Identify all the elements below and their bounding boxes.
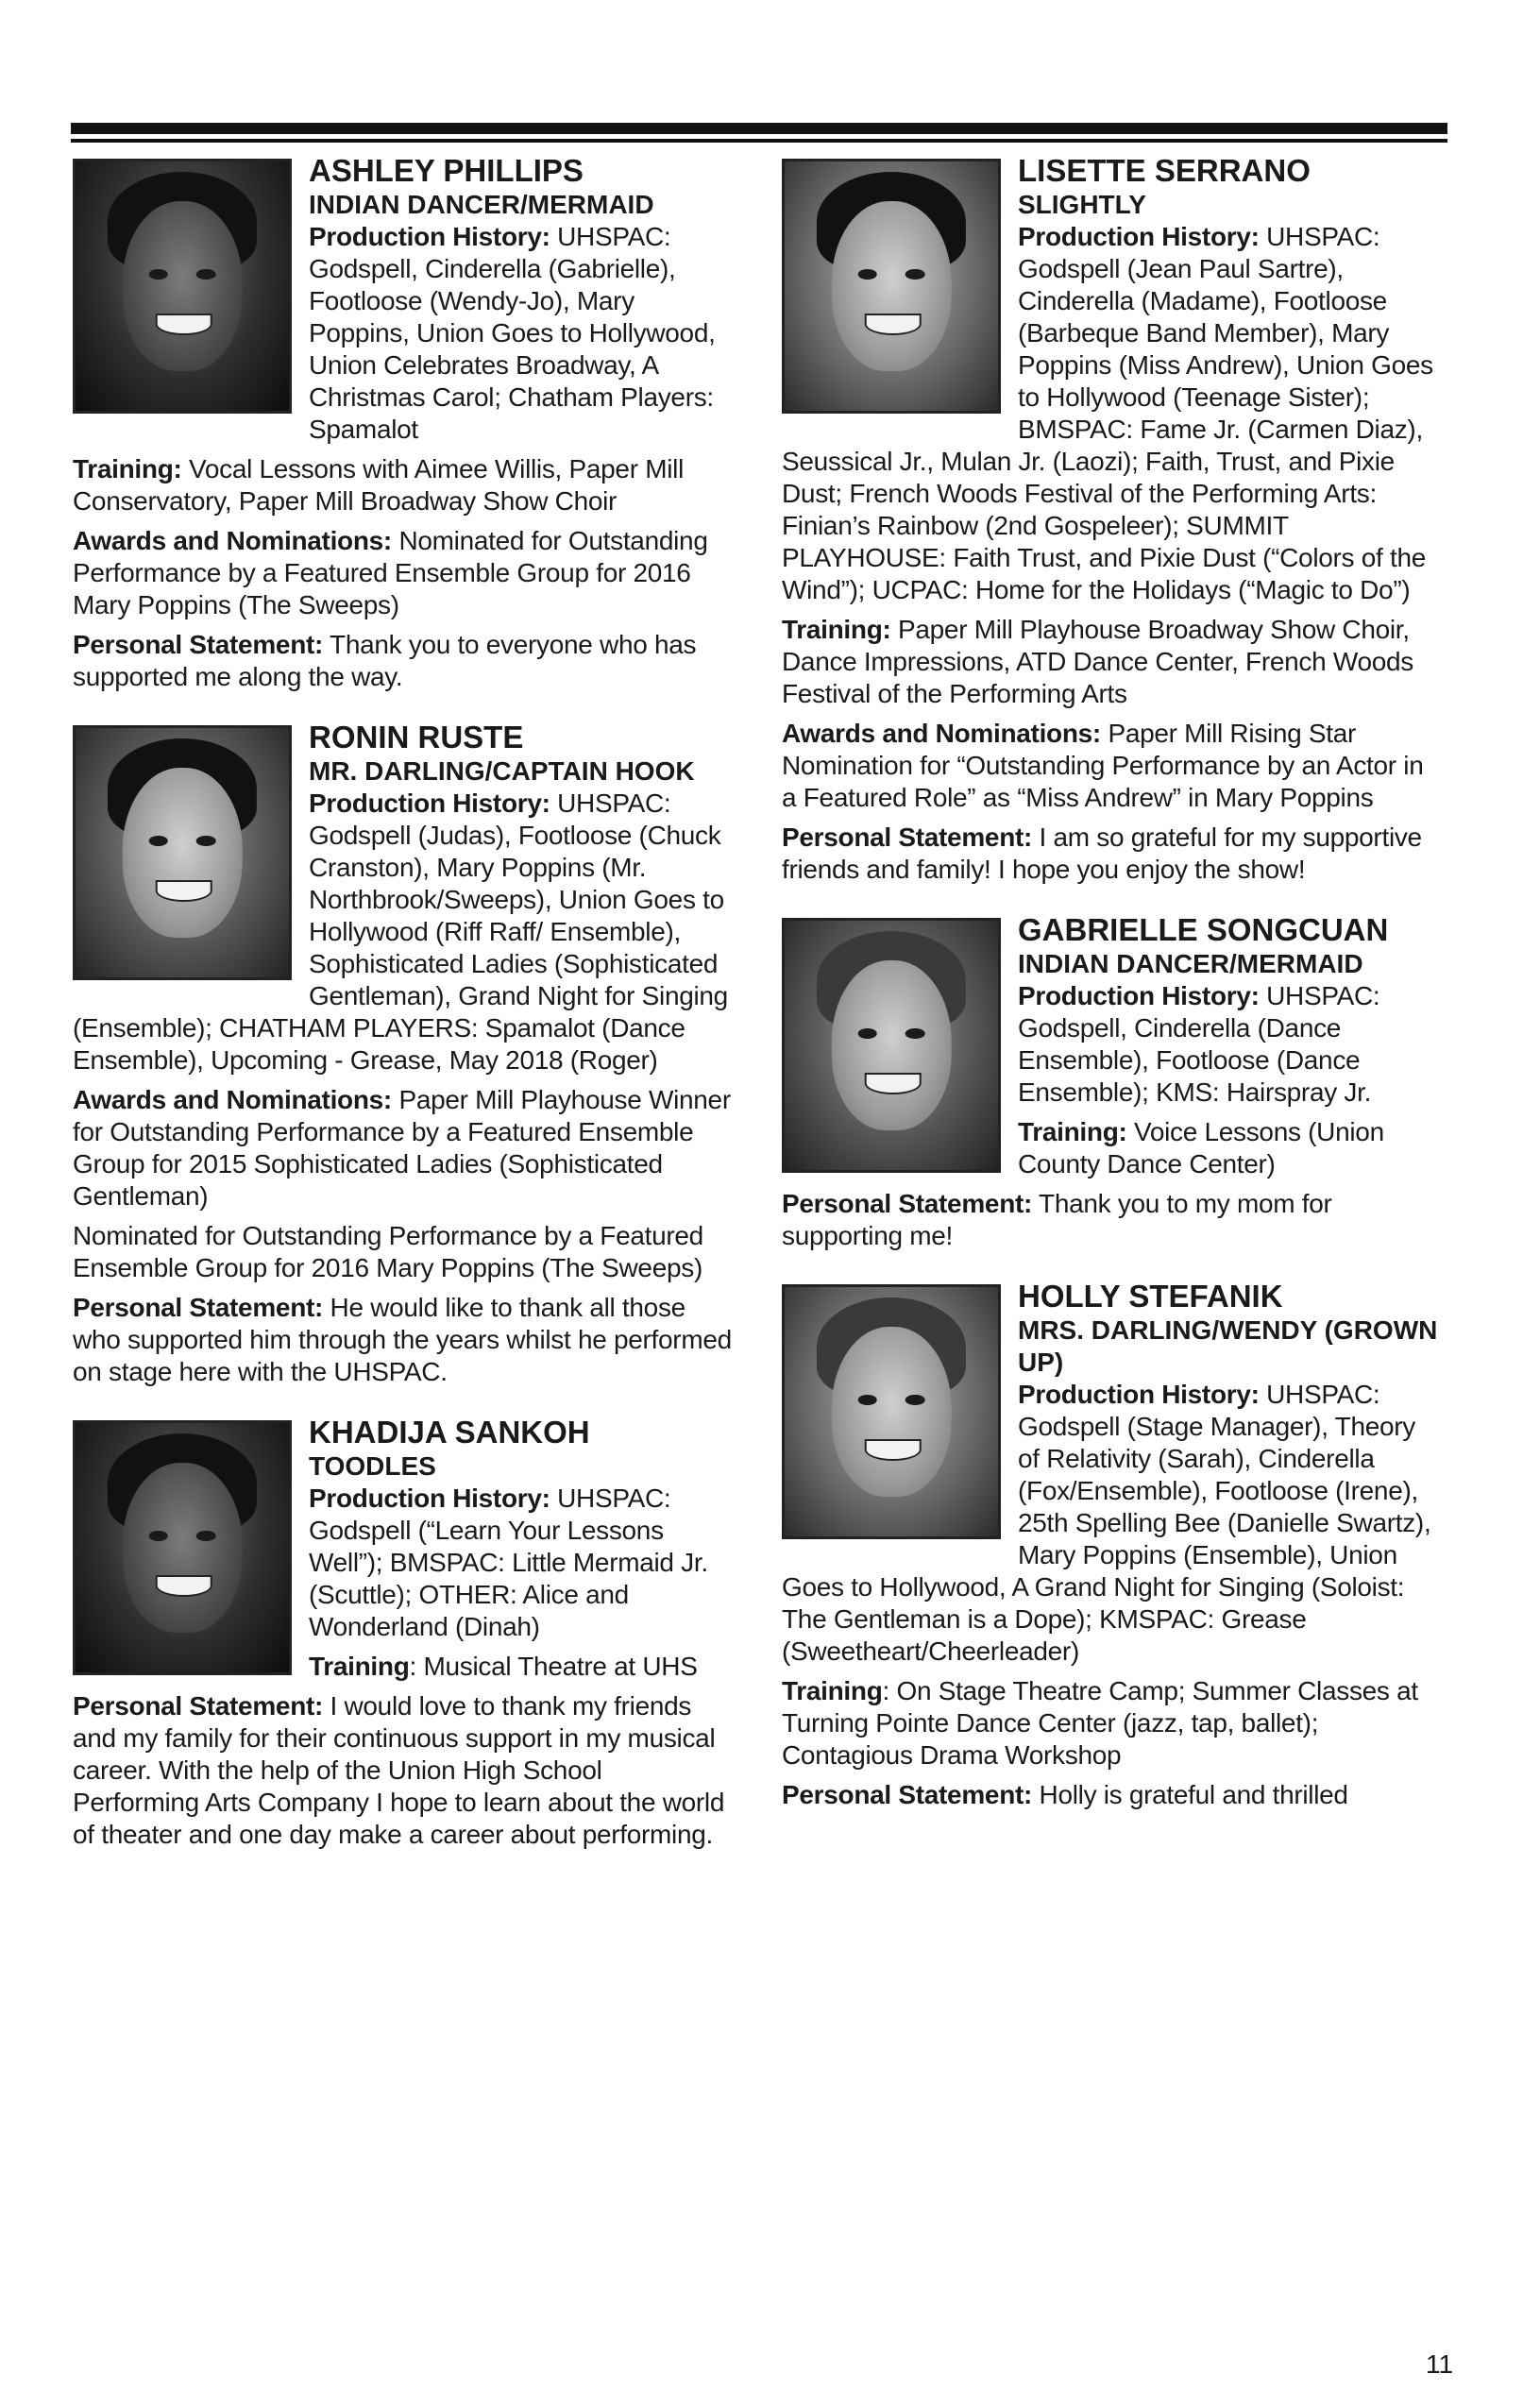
eye-shape xyxy=(196,269,215,280)
face-shape xyxy=(123,1463,243,1633)
personal-statement-label: Personal Statement: xyxy=(782,822,1033,852)
smile-shape xyxy=(865,314,922,336)
bio-entry xyxy=(782,912,1443,1252)
personal-statement xyxy=(73,1690,734,1851)
bio-entry xyxy=(73,1415,734,1851)
eye-shape xyxy=(905,1395,924,1405)
face-shape xyxy=(832,201,952,371)
personal-statement-text: I would love to thank my friends and my family for their continuous support in my musical career. With the help of the Union High School Performing Arts Company I hope to learn about the world of theater and one day make a career about performing. xyxy=(73,1691,725,1849)
awards-text: Paper Mill Playhouse Winner for Outstanding Performance by a Featured Ensemble Group for 2015 Sophisticated Ladies (Sophisticated Gentleman) xyxy=(73,1085,731,1211)
headshot-photo xyxy=(73,725,292,980)
training-label: Training xyxy=(309,1652,410,1681)
headshot-photo xyxy=(782,918,1001,1173)
awards-label: Awards and Nominations: xyxy=(73,526,392,555)
headshot-photo xyxy=(73,1420,292,1675)
bio-entry xyxy=(73,720,734,1388)
production-history-label: Production History: xyxy=(1018,222,1260,251)
cast-role: INDIAN DANCER/MERMAID xyxy=(309,190,654,219)
cast-name: KHADIJA SANKOH xyxy=(309,1415,590,1450)
cast-name: LISETTE SERRANO xyxy=(1018,153,1311,188)
personal-statement xyxy=(782,1188,1443,1252)
training-text: Vocal Lessons with Aimee Willis, Paper Mill Conservatory, Paper Mill Broadway Show Choir xyxy=(73,454,684,516)
personal-statement-label: Personal Statement: xyxy=(782,1780,1033,1809)
header-rule-thin xyxy=(71,139,1447,143)
page-number: 11 xyxy=(1426,2349,1454,2379)
cast-role: MRS. DARLING/WENDY (GROWN UP) xyxy=(1018,1315,1438,1377)
training-text: : On Stage Theatre Camp; Summer Classes at Turning Pointe Dance Center (jazz, tap, ballet); Contagious Drama Workshop xyxy=(782,1676,1418,1770)
awards-text: Paper Mill Rising Star Nomination for “Outstanding Performance by an Actor in a Featured Role” as “Miss Andrew” in Mary Poppins xyxy=(782,719,1424,812)
eye-shape xyxy=(196,836,215,846)
training-label: Training: xyxy=(73,454,182,483)
training-text: Voice Lessons (Union County Dance Center) xyxy=(1018,1117,1384,1179)
face-shape xyxy=(123,201,243,371)
production-history-text: UHSPAC: Godspell (Stage Manager), Theory of Relativity (Sarah), Cinderella (Fox/Ensemble), Footloose (Irene), 25th Spelling Bee (Danielle Swartz), Mary Poppins (Ensemble), Union Goes to Hollywood, A Grand Night for Singing (Soloist: The Gentleman is a Dope); KMSPAC: Grease (Sweetheart/Cheerleader) xyxy=(782,1380,1431,1666)
production-history-label: Production History: xyxy=(1018,1380,1260,1409)
eye-shape xyxy=(149,836,168,846)
face-shape xyxy=(832,960,952,1130)
production-history-label: Production History: xyxy=(1018,981,1260,1010)
personal-statement-text: Holly is grateful and thrilled xyxy=(1039,1780,1348,1809)
training xyxy=(73,453,734,517)
smile-shape xyxy=(865,1073,922,1095)
production-history-label: Production History: xyxy=(309,789,550,818)
personal-statement-label: Personal Statement: xyxy=(73,1691,324,1721)
training-label: Training: xyxy=(1018,1117,1127,1146)
production-history-label: Production History: xyxy=(309,1484,550,1513)
production-history-text: UHSPAC: Godspell, Cinderella (Dance Ensemble), Footloose (Dance Ensemble); KMS: Hairspray Jr. xyxy=(1018,981,1380,1107)
smile-shape xyxy=(156,1575,212,1598)
cast-name: RONIN RUSTE xyxy=(309,720,524,755)
training-label: Training xyxy=(782,1676,883,1705)
eye-shape xyxy=(149,269,168,280)
awards xyxy=(782,718,1443,814)
eye-shape xyxy=(858,1395,877,1405)
cast-name: ASHLEY PHILLIPS xyxy=(309,153,584,188)
cast-name: GABRIELLE SONGCUAN xyxy=(1018,912,1389,947)
awards-extra: Nominated for Outstanding Performance by a Featured Ensemble Group for 2016 Mary Poppins (The Sweeps) xyxy=(73,1221,703,1282)
awards-label: Awards and Nominations: xyxy=(782,719,1101,748)
cast-name: HOLLY STEFANIK xyxy=(1018,1279,1283,1314)
headshot-photo xyxy=(73,159,292,414)
production-history-text: UHSPAC: Godspell, Cinderella (Gabrielle), Footloose (Wendy-Jo), Mary Poppins, Union Goes to Hollywood, Union Celebrates Broadway, A Christmas Carol; Chatham Players: Spamalot xyxy=(309,222,716,444)
production-history-label: Production History: xyxy=(309,222,550,251)
training-text: : Musical Theatre at UHS xyxy=(409,1652,698,1681)
production-history-text: UHSPAC: Godspell (Judas), Footloose (Chuck Cranston), Mary Poppins (Mr. Northbrook/Sweeps), Union Goes to Hollywood (Riff Raff/ Ensemble), Sophisticated Ladies (Sophisticated Gentleman), Grand Night for Singing (Ensemble); CHATHAM PLAYERS: Spamalot (Dance Ensemble), Upcoming - Grease, May 2018 (Roger) xyxy=(73,789,728,1075)
header-rule-thick xyxy=(71,123,1447,134)
personal-statement xyxy=(782,1779,1443,1811)
awards xyxy=(73,525,734,621)
cast-role: MR. DARLING/CAPTAIN HOOK xyxy=(309,756,695,786)
eye-shape xyxy=(858,1028,877,1039)
cast-role: SLIGHTLY xyxy=(1018,190,1146,219)
eye-shape xyxy=(905,1028,924,1039)
personal-statement xyxy=(782,822,1443,886)
smile-shape xyxy=(156,314,212,336)
training-text: Paper Mill Playhouse Broadway Show Choir, Dance Impressions, ATD Dance Center, French Woods Festival of the Performing Arts xyxy=(782,615,1414,708)
personal-statement-text: I am so grateful for my supportive friends and family! I hope you enjoy the show! xyxy=(782,822,1422,884)
left-column xyxy=(73,151,734,1858)
cast-role: TOODLES xyxy=(309,1451,436,1481)
training xyxy=(782,614,1443,710)
smile-shape xyxy=(865,1439,922,1462)
personal-statement-text: He would like to thank all those who supported him through the years whilst he performed on stage here with the UHSPAC. xyxy=(73,1293,732,1386)
eye-shape xyxy=(196,1531,215,1541)
face-shape xyxy=(832,1327,952,1497)
awards xyxy=(73,1084,734,1212)
personal-statement-label: Personal Statement: xyxy=(73,1293,324,1322)
face-shape xyxy=(123,768,243,938)
eye-shape xyxy=(149,1531,168,1541)
headshot-photo xyxy=(782,159,1001,414)
production-history-text: UHSPAC: Godspell (Jean Paul Sartre), Cinderella (Madame), Footloose (Barbeque Band Member), Mary Poppins (Miss Andrew), Union Goes to Hollywood (Teenage Sister); BMSPAC: Fame Jr. (Carmen Diaz), Seussical Jr., Mulan Jr. (Laozi); Faith, Trust, and Pixie Dust; French Woods Festival of the Performing Arts: Finian’s Rainbow (2nd Gospeleer); SUMMIT PLAYHOUSE: Faith Trust, and Pixie Dust (“Colors of the Wind”); UCPAC: Home for the Holidays (“Magic to Do”) xyxy=(782,222,1433,604)
bio-entry xyxy=(782,153,1443,886)
right-column xyxy=(782,151,1443,1819)
cast-role: INDIAN DANCER/MERMAID xyxy=(1018,949,1363,978)
eye-shape xyxy=(858,269,877,280)
personal-statement xyxy=(73,629,734,693)
personal-statement xyxy=(73,1292,734,1388)
eye-shape xyxy=(905,269,924,280)
production-history-text: UHSPAC: Godspell (“Learn Your Lessons Well”); BMSPAC: Little Mermaid Jr. (Scuttle); OTHER: Alice and Wonderland (Dinah) xyxy=(309,1484,708,1641)
awards-label: Awards and Nominations: xyxy=(73,1085,392,1114)
personal-statement-label: Personal Statement: xyxy=(73,630,324,659)
training xyxy=(782,1675,1443,1772)
personal-statement-text: Thank you to my mom for supporting me! xyxy=(782,1189,1332,1250)
bio-entry xyxy=(73,153,734,693)
personal-statement-label: Personal Statement: xyxy=(782,1189,1033,1218)
smile-shape xyxy=(156,880,212,903)
headshot-photo xyxy=(782,1284,1001,1539)
awards-text: Nominated for Outstanding Performance by a Featured Ensemble Group for 2016 Mary Poppins (The Sweeps) xyxy=(73,526,708,619)
bio-entry xyxy=(782,1279,1443,1811)
personal-statement-text: Thank you to everyone who has supported me along the way. xyxy=(73,630,697,691)
training-label: Training: xyxy=(782,615,891,644)
